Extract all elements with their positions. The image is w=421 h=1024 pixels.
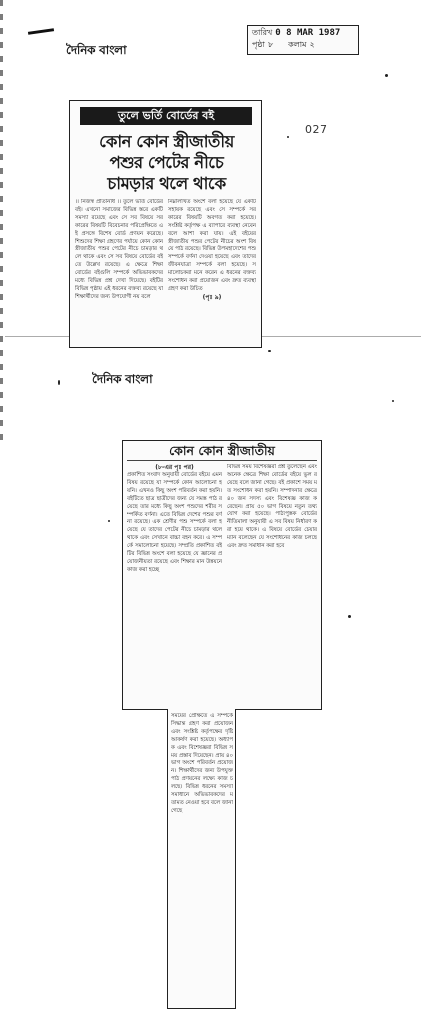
stamp-page-value: ৮: [267, 40, 274, 49]
stamp-date-label: তারিখ: [252, 28, 273, 37]
clipping-headline: কোন কোন স্ত্রীজাতীয়: [127, 443, 317, 461]
article-text: প্রকাশিত সংবাদ অনুযায়ী বোর্ডের বইয়ে এমন বিষয় রয়েছে যা সম্পর্কে কোন আলোচনা হয়নি। এখনও কিছু অংশ পরিবর্তন করা হয়নি। বইটিতে ছাত্র ছাত্রীদের জন্য যে সমস্ত পাঠ রয়েছে তার মধ্যে কিছু অংশ পশুদের শরীর সম্পর্কিত বর্ণনা। এতে বিভিন্ন দেশের পশুর বর্ণনা রয়েছে। এক শ্রেণীর পশু সম্পর্কে বলা হয়েছে যে তাদের পেটের নীচে চামড়ার থলে থাকে এবং সেখানে বাচ্চা বহন করে। এ সম্পর্কে সমালোচনা হয়েছে। সম্প্রতি প্রকাশিত বইটির বিভিন্ন অংশে বলা হয়েছে যে জ্ঞানের প্রয়োজনীয়তা রয়েছে এবং শিক্ষার মান উন্নয়নে কাজ করা হচ্ছে: [127, 472, 222, 573]
article-column: [127, 464, 222, 706]
scan-speck: [58, 380, 60, 385]
page-reference: (পৃঃ ৯): [202, 293, 222, 301]
clipping-banner: তুলে ভর্তি বোর্ডের বই: [80, 107, 252, 125]
news-clipping-tail: [167, 709, 236, 1009]
news-clipping-continuation: [122, 440, 322, 710]
masthead-label: দৈনিক বাংলা: [92, 372, 153, 386]
stamp-date: 0 8 MAR 1987: [275, 28, 341, 38]
article-columns: [127, 464, 317, 706]
headline-line: পশুর পেটের নীচে: [109, 153, 224, 172]
news-clipping-front: [69, 100, 262, 348]
stamp-column-label: কলাম: [288, 40, 307, 49]
article-column: [227, 464, 317, 706]
stamp-column-value: ২: [309, 40, 315, 49]
headline-line: কোন কোন স্ত্রীজাতীয়: [99, 132, 234, 151]
scan-speck: [392, 400, 394, 402]
article-column: [168, 199, 256, 343]
article-text: নিম্নলিখিত অংশে বলা হয়েছে যে একটি সহায়ক রয়েছে এবং সে সম্পর্কে সরকারের বিষয়টি অবগত করা হয়েছে। সংশ্লিষ্ট কর্তৃপক্ষ এ ব্যাপারে ব্যবস্থা নেবেন বলে আশা করা যায়। এই বইয়ের স্ত্রীজাতীয় পশুর পেটের নীচের অংশ বিষয়ে পাঠ রয়েছে। বিভিন্ন উপমহাদেশের পশু সম্পর্কে বর্ণনা দেওয়া হয়েছে এবং তাদের জীবনযাত্রা সম্পর্কে বলা হয়েছে। সমালোচকরা মনে করেন এ ধরনের বক্তব্য সংশোধন করা প্রয়োজন এবং দ্রুত ব্যবস্থা গ্রহণ করা উচিত: [168, 199, 256, 292]
article-columns: [75, 199, 256, 343]
continued-note: (৮-এর পৃঃ পর): [155, 464, 194, 471]
scan-smudge: [28, 28, 54, 35]
stamp-page-label: পৃষ্ঠা: [252, 40, 265, 49]
scan-edge: [0, 0, 3, 444]
masthead-label: দৈনিক বাংলা: [66, 43, 127, 57]
file-number: 027: [305, 123, 328, 136]
article-text: সময়ের প্রেক্ষিতে এ সম্পর্কে সিদ্ধান্ত গ্রহণ করা প্রয়োজন এবং সংশ্লিষ্ট কর্তৃপক্ষের দৃষ্টি আকর্ষণ করা হয়েছে। অধ্যাপক এবং বিশেষজ্ঞরা বিভিন্ন সময় প্রস্তাব দিয়েছেন। প্রায় ৪০ ভাগ অংশে পরিবর্তন প্রয়োজন। শিক্ষার্থীদের জন্য উপযুক্ত পাঠ প্রণয়নের লক্ষ্যে কাজ চলছে। বিভিন্ন ধরনের সমস্যা সমাধানে অভিভাবকদের মতামত নেওয়া হবে বলে জানা গেছে: [171, 713, 233, 814]
scan-speck: [385, 74, 388, 77]
article-column: [75, 199, 163, 343]
clipping-headline: [74, 131, 259, 194]
scan-speck: [268, 350, 271, 352]
article-text: ।। নিজস্ব প্রতিনিধি ।। তুলে ভর্তি বোর্ডের বই। এখনো সমাজের বিভিন্ন স্তরে একটি সমস্যা রয়েছে এবং সে সব বিষয়ে সরকারের বিষয়টি বিবেচনার পরিপ্রেক্ষিতে এই প্রসঙ্গে বিশেষ বোর্ড প্রণয়ন করেছে। শিশুদের শিক্ষা গ্রহণের পর্যায়ে কোন কোন স্ত্রীজাতীয় পশুর পেটের নীচে চামড়ার থলে থাকে এবং সে সব বিষয়ে বোর্ডের বইতে উল্লেখ রয়েছে। এ ক্ষেত্রে শিক্ষা বোর্ডের বইগুলি সম্পর্কে অভিভাবকদের মধ্যে বিভিন্ন প্রশ্ন দেখা দিয়েছে। বইটির বিভিন্ন পৃষ্ঠায় এই ধরনের বক্তব্য রয়েছে যা শিক্ষার্থীদের জন্য উপযোগী নয় বলে: [75, 199, 163, 300]
date-stamp: [247, 25, 359, 55]
scan-speck: [108, 520, 110, 522]
scan-speck: [287, 136, 289, 138]
headline-line: চামড়ার থলে থাকে: [107, 174, 226, 193]
article-column: [171, 713, 233, 1005]
article-text: বিভিন্ন সময় বিশেষজ্ঞরা প্রশ্ন তুলেছেন এবং অনেক ক্ষেত্রে শিক্ষা বোর্ডের বইয়ে ভুল রয়েছে বলে জানা গেছে। বই প্রকাশে সময় মত সংশোধন করা হয়নি। সম্পাদনার ক্ষেত্রে ৪০ জন সদস্য এবং বিশেষজ্ঞ কাজ করেছেন। প্রায় ৫০ ভাগ বিষয়ে নতুন তথ্য যোগ করা হয়েছে। পাঠ্যপুস্তক বোর্ডের নীতিমালা অনুযায়ী এ সব বিষয় নির্ধারণ করা হয়ে থাকে। এ বিষয়ে বোর্ডের চেয়ারম্যান বলেছেন যে সংশোধনের কাজ চলছে এবং দ্রুত সমাধান করা হবে: [227, 464, 317, 550]
scan-speck: [348, 615, 351, 618]
